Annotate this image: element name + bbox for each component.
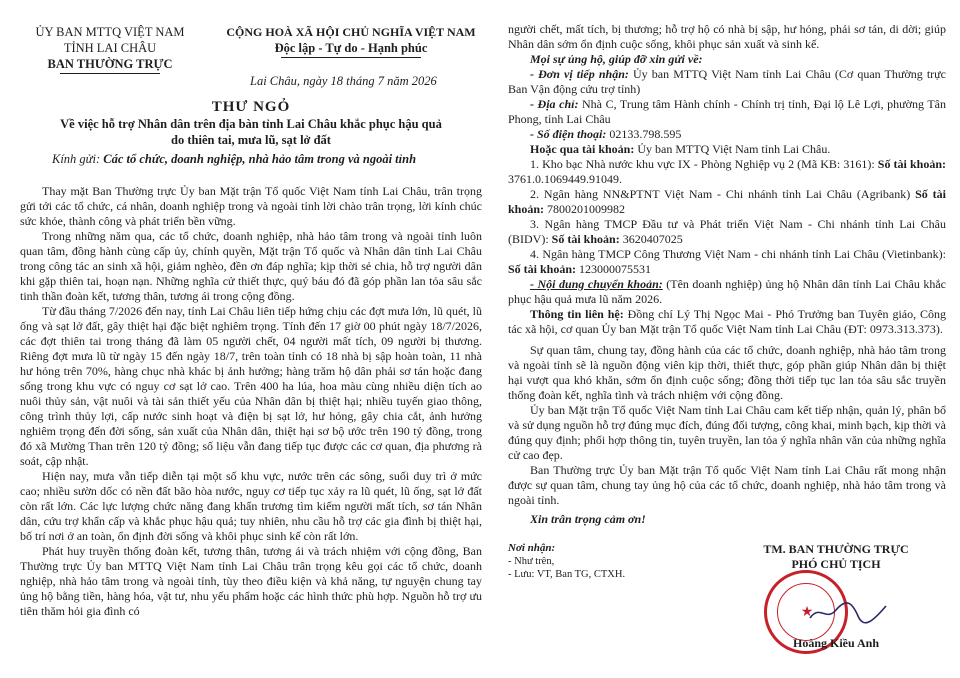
contact-label: Thông tin liên hệ: [530, 307, 624, 321]
signer-org: TM. BAN THƯỜNG TRỰC [763, 542, 909, 556]
bank-1-text: 1. Kho bạc Nhà nước khu vực IX - Phòng Nghiệp vụ 2 (Mã KB: 3161): [530, 157, 875, 171]
hope-paragraph: Ban Thường trực Ủy ban Mặt trận Tổ quốc Việt Nam tỉnh Lai Châu rất mong nhận được sự quan tâm, chung tay ủng hộ của các tổ chức, doanh nghiệp, nhà hảo tâm trong và ngoài tỉnh. [508, 463, 946, 507]
paragraph-3: Từ đầu tháng 7/2026 đến nay, tỉnh Lai Châu liên tiếp hứng chịu các đợt mưa lớn, lũ quét, lũ ống và sạt lở đất, gây thiệt hại đặc biệt nghiêm trọng. Tính đến 17 giờ 00 phút ngày 18/7/2026, các đợt thiên tai trong tháng đã làm 05 người chết, 04 người mất tích, 09 người bị thương. Riêng đợt mưa lũ từ ngày 15 đến ngày 18/7, trên toàn tỉnh có 18 nhà bị sập hoàn toàn, 11 nhà hư hỏng trên 70%, hàng chục nhà khác bị ảnh hưởng; hàng trăm hộ dân phải sơ tán hoặc đang sống trong khu vực có nguy cơ sạt lở cao. Trên 400 ha lúa, hoa màu cùng nhiều diện tích ao nuôi thủy sản, vật nuôi và tài sản thiết yếu của Nhân dân bị thiệt hại; nhiều tuyến giao thông, công trình thủy lợi, cấp nước sinh hoạt và điện bị sạt lở, hư hỏng, gây chia cắt, ảnh hưởng nghiêm trọng đến đời sống, sản xuất của Nhân dân, thiệt hại sơ bộ ước trên 190 tỷ đồng, trong đó xã Mường Than trên 120 tỷ đồng; số liệu vẫn đang tiếp tục được các cơ quan, địa phương rà soát, cập nhật. [20, 304, 482, 468]
recipients-list [508, 542, 708, 581]
account-heading-label: Hoặc qua tài khoản: [530, 142, 635, 156]
greeting-label: Kính gửi: [52, 152, 101, 166]
continuation-paragraph: người chết, mất tích, bị thương; hỗ trợ hộ có nhà bị sập, hư hỏng, phải sơ tán, di dời; giúp Nhân dân sớm ổn định cuộc sống, khôi phục sản xuất và sinh kế. [508, 22, 946, 51]
nation-line-1: CỘNG HOÀ XÃ HỘI CHỦ NGHĨA VIỆT NAM [226, 25, 476, 39]
bank-4-text: 4. Ngân hàng TMCP Công Thương Việt Nam - chi nhánh tỉnh Lai Châu (Vietinbank): [530, 247, 946, 261]
contact-value: Đồng chí Lý Thị Ngọc Mai - Phó Trưởng ban Tuyên giáo, Công tác xã hội, cơ quan Ủy ban Mặt trận Tổ quốc Việt Nam tỉnh Lai Châu (ĐT: 0973.313.373). [508, 307, 947, 336]
letter-title: THƯ NGỎ [211, 99, 291, 115]
org-line-3: BAN THƯỜNG TRỰC [47, 57, 173, 71]
left-body [20, 184, 482, 619]
recipients-heading: Nơi nhận: [508, 542, 556, 554]
seal-star-icon: ★ [800, 605, 814, 620]
signer-title [726, 542, 946, 572]
subtitle-line-1: Về việc hỗ trợ Nhân dân trên địa bàn tỉnh Lai Châu khắc phục hậu quả [60, 117, 442, 131]
recipient-2: - Lưu: VT, Ban TG, CTXH. [508, 569, 626, 580]
issuing-org [20, 24, 200, 74]
org-underline [60, 73, 160, 74]
bank-4 [508, 247, 946, 277]
address-label: - Địa chỉ: [530, 97, 579, 111]
bank-1-account: 3761.0.1069449.91049. [508, 172, 622, 186]
management-paragraph: Ủy ban Mặt trận Tổ quốc Việt Nam tỉnh Lai Châu cam kết tiếp nhận, quản lý, phân bổ và sử dụng nguồn hỗ trợ đúng mục đích, đúng đối tượng, công khai, minh bạch, kịp thời và đúng quy định; phối hợp thông tin, tuyên truyền, lan tỏa ý nghĩa nhân văn của những nghĩa cử cao đẹp. [508, 403, 946, 462]
org-line-1: ỦY BAN MTTQ VIỆT NAM [35, 25, 185, 39]
nation-line-2: Độc lập - Tự do - Hạnh phúc [274, 41, 428, 55]
paragraph-4: Hiện nay, mưa vẫn tiếp diễn tại một số khu vực, nước trên các sông, suối duy trì ở mức cao; nhiều sườn dốc có nền đất bão hòa nước, nguy cơ tiếp tục xảy ra lũ quét, lũ ống, sạt lở đất còn rất lớn. Các lực lượng chức năng đang khẩn trương tìm kiếm người mất tích, sơ tán Nhân dân, cứu trợ khẩn cấp và khắc phục hậu quả; tuy nhiên, nhu cầu hỗ trợ các gia đình bị thiệt hại, bố trí nơi ở an toàn, ổn định đời sống và khôi phục sinh kế còn rất lớn. [20, 469, 482, 543]
bank-3-acc-label: Số tài khoản: [551, 232, 620, 246]
bank-4-acc-label: Số tài khoản: [508, 262, 577, 276]
transfer-content [508, 277, 946, 307]
contact-info [508, 307, 946, 337]
right-body [508, 22, 946, 527]
paragraph-5: Phát huy truyền thống đoàn kết, tương thân, tương ái và trách nhiệm với cộng đồng, Ban Thường trực Ủy ban MTTQ Việt Nam tỉnh Lai Châu trân trọng kêu gọi các tổ chức, doanh nghiệp, nhà hảo tâm trong và ngoài tỉnh, tùy theo điều kiện và khả năng, tự nguyện chung tay ủng hộ bằng tiền, hàng hóa, vật tư, nhu yếu phẩm hoặc các hình thức phù hợp. Nguồn hỗ trợ ưu tiên thăm hỏi gia đình có [20, 544, 482, 618]
motto-underline [281, 57, 421, 58]
address-value: Nhà C, Trung tâm Hành chính - Chính trị tỉnh, Đại lộ Lê Lợi, phường Tân Phong, tỉnh Lai Châu [508, 97, 946, 126]
phone-line [508, 127, 946, 142]
title-block [20, 98, 482, 148]
bank-3 [508, 217, 946, 247]
phone-value: 02133.798.595 [609, 127, 682, 141]
phone-label: - Số điện thoại: [530, 127, 607, 141]
bank-2 [508, 187, 946, 217]
bank-2-acc-label: Số tài khoản: [508, 187, 947, 216]
transfer-value: (Tên doanh nghiệp) ủng hộ Nhân dân tỉnh Lai Châu khắc phục hậu quả mưa lũ năm 2026. [508, 277, 947, 306]
handwritten-signature [808, 600, 888, 624]
dateline: Lai Châu, ngày 18 tháng 7 năm 2026 [250, 74, 437, 88]
org-line-2: TỈNH LAI CHÂU [63, 41, 157, 55]
greeting [52, 152, 416, 167]
signer-position: PHÓ CHỦ TỊCH [791, 557, 881, 571]
bank-1-acc-label: Số tài khoản: [877, 157, 946, 171]
thanks-line: Xin trân trọng cảm ơn! [530, 512, 646, 526]
receiver-value: Ủy ban MTTQ Việt Nam tỉnh Lai Châu (Cơ quan Thường trực Ban Vận động cứu trợ tỉnh) [508, 67, 947, 96]
bank-4-account: 123000075531 [579, 262, 652, 276]
recipient-1: - Như trên, [508, 556, 555, 567]
commitment-paragraph: Sự quan tâm, chung tay, đồng hành của các tổ chức, doanh nghiệp, nhà hảo tâm trong và ngoài tỉnh sẽ là nguồn động viên kịp thời, thiết thực, góp phần giúp Nhân dân bị thiệt hại vượt qua khó khăn, sớm ổn định cuộc sống; đồng thời tiếp tục lan tỏa sâu sắc truyền thống đoàn kết, nghĩa tình và trách nhiệm với cộng đồng. [508, 343, 946, 402]
account-heading [508, 142, 946, 157]
national-motto [220, 24, 482, 58]
greeting-recipients: Các tổ chức, doanh nghiệp, nhà hảo tâm trong và ngoài tỉnh [103, 152, 417, 166]
subtitle-line-2: do thiên tai, mưa lũ, sạt lở đất [171, 133, 331, 147]
bank-3-text: 3. Ngân hàng TMCP Đầu tư và Phát triển Việt Nam - Chi nhánh tỉnh Lai Châu (BIDV): [508, 217, 946, 246]
receiver-label: - Đơn vị tiếp nhận: [530, 67, 629, 81]
account-heading-value: Ủy ban MTTQ Việt Nam tỉnh Lai Châu. [637, 142, 831, 156]
paragraph-1: Thay mặt Ban Thường trực Ủy ban Mặt trận Tổ quốc Việt Nam tỉnh Lai Châu, trân trọng gửi tới các tổ chức, cá nhân, doanh nghiệp trong và ngoài tỉnh lời chào trân trọng, lời kính chúc sức khỏe, thành công và phát triển bền vững. [20, 184, 482, 228]
signer-name: Hoàng Kiều Anh [792, 636, 880, 650]
transfer-label: - Nội dung chuyển khoản: [530, 277, 663, 291]
address-line [508, 97, 946, 127]
bank-2-text: 2. Ngân hàng NN&PTNT Việt Nam - Chi nhánh tỉnh Lai Châu (Agribank) [530, 187, 911, 201]
bank-2-account: 7800201009982 [547, 202, 626, 216]
bank-3-account: 3620407025 [622, 232, 683, 246]
support-heading: Mọi sự ủng hộ, giúp đỡ xin gửi về: [530, 52, 703, 66]
bank-1 [508, 157, 946, 187]
receiver-line [508, 67, 946, 97]
paragraph-2: Trong những năm qua, các tổ chức, doanh nghiệp, nhà hảo tâm trong và ngoài tỉnh luôn quan tâm, đồng hành cùng cấp ủy, chính quyền, Mặt trận Tổ quốc và Nhân dân tỉnh Lai Châu trong công tác an sinh xã hội, giảm nghèo, đền ơn đáp nghĩa; kịp thời sẻ chia, hỗ trợ người dân khi gặp thiên tai, hoạn nạn. Những nghĩa cử thiết thực, quý báu đó đã góp phần lan tỏa sâu sắc tinh thần đoàn kết, tương thân, tương ái trong cộng đồng. [20, 229, 482, 303]
